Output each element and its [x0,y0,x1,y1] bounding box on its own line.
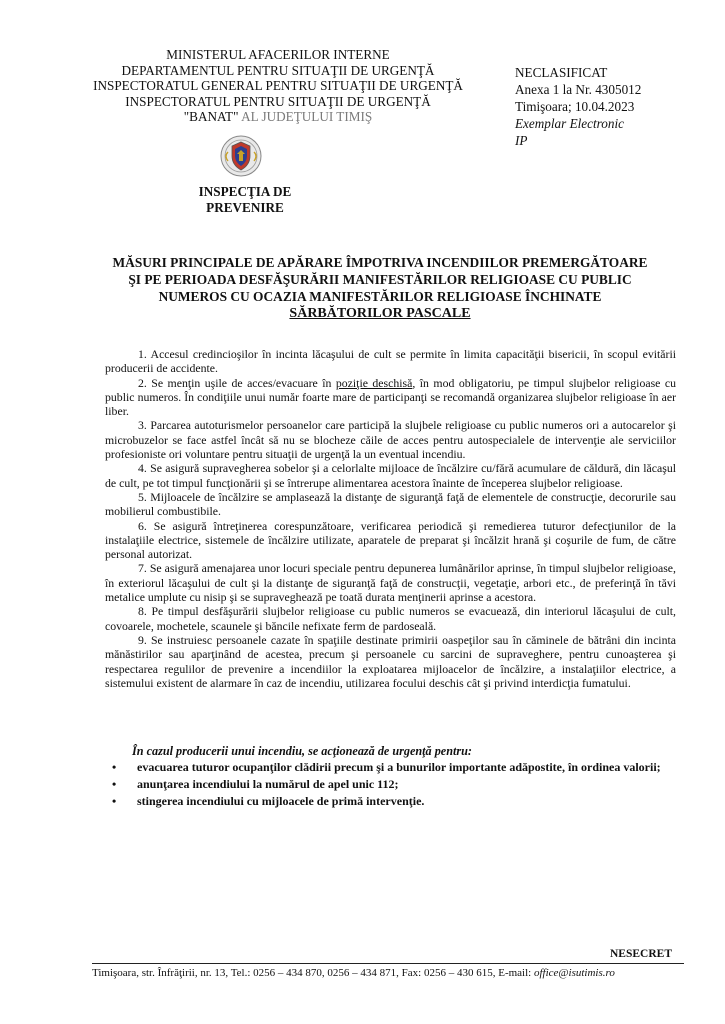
measure-2-underlined: poziţie deschisă [335,375,413,390]
measure-9: 9. Se instruiesc persoanele cazate în spaţiile destinate primirii oaspeţilor sau în căminele de bătrâni din incinta mănăstirilor sau aparţinând de acestea, precum şi persoanele cu sarcini de supraveghere, pentru cunoaşterea şi respectarea regulilor de prevenire a incendiilor la exploatarea mijloacelor de încălzire, a instalaţiilor electrice, a sistemului existent de alarmare în caz de incendiu, utilizarea focului deschis cât şi privind interdicţia fumatului. [105,632,676,690]
annex-number: Anexa 1 la Nr. 4305012 [515,82,642,97]
header-line-general-inspectorate: INSPECTORATUL GENERAL PENTRU SITUAŢII DE URGENŢĂ [93,78,463,94]
bullet-icon: • [112,794,117,808]
bullet-icon: • [112,777,117,791]
header-line-department: DEPARTAMENTUL PENTRU SITUAŢII DE URGENŢĂ [121,62,435,78]
ip-mark: IP [515,133,528,148]
inspection-unit: INSPECŢIA DE PREVENIRE [198,184,292,215]
fire-response-list [112,760,687,811]
footer-divider [92,963,684,964]
header-line-banat [88,109,468,125]
fire-response-text: anunţarea incendiului la numărul de apel unic 112; [137,777,399,791]
fire-response-item [112,794,687,809]
fire-response-intro: În cazul producerii unui incendiu, se acţionează de urgenţă pentru: [132,744,472,758]
county-name: AL JUDEŢULUI TIMIŞ [241,109,373,125]
measure-4: 4. Se asigură supravegherea sobelor şi a celorlalte mijloace de încălzire cu/fără acumulare de căldură, din lăcaşul de cult, pe tot timpul funcţionării şi se întrerupe alimentarea acestora înainte de începerea slujbelor religioase. [105,461,676,490]
measure-7: 7. Se asigură amenajarea unor locuri speciale pentru depunerea lumânărilor aprinse, în timpul slujbelor religioase, în exteriorul lăcaşului de cult şi la distanţe de siguranţă faţă de construcţii, vegetaţie, arbori etc., de preferinţă în tăvi metalice umplute cu nisip şi se supraveghează pe toată durata menţinerii aprinse a acestora. [105,561,676,605]
title-line: ŞI PE PERIOADA DESFĂŞURĂRII MANIFESTĂRILOR RELIGIOASE CU PUBLIC [128,272,632,287]
footer-address: Timişoara, str. Înfrăţirii, nr. 13, Tel.: 0256 – 434 870, 0256 – 434 871, Fax: 0256 – 430 615, E-mail: [92,967,534,979]
measure-1: 1. Accesul credincioşilor în incinta lăcaşului de cult se permite în limita capacităţii bisericii, în scopul evitării producerii de accidente. [105,347,676,376]
copy-type: Exemplar Electronic [515,116,625,131]
institution-header [88,47,468,125]
measure-2 [105,376,676,419]
measure-3: 3. Parcarea autoturismelor persoanelor care participă la slujbele religioase cu public numeros ori a autocarelor şi microbuzelor se face astfel încât să nu se blocheze căile de acces pentru autospecialele de intervenţie ale serviciilor profesioniste ori voluntare pentru situaţii de urgenţă la un eventual incendiu. [105,418,676,462]
fire-response-item [112,760,687,775]
header-line-ministry: MINISTERUL AFACERILOR INTERNE [166,47,390,62]
fire-response-item [112,777,687,792]
measure-8: 8. Pe timpul desfăşurării slujbelor religioase cu public numeros se evacuează, din interiorul lăcaşului de cult, covoarele, mochetele, scaunele şi băncile nefixate ferm de pardoseală. [105,604,676,633]
igsu-emblem-logo [219,134,263,178]
measure-5: 5. Mijloacele de încălzire se amplasează la distanţe de siguranţă faţă de elementele de construcţie, decorurile sau mobilierul combustibile. [105,489,676,519]
banat-name: "BANAT" [183,109,239,125]
measure-2-text-b: , în mod obligatoriu, pe timpul slujbelor religioase cu public numeros. În condiţiile unui număr foarte mare de participanţi se recomandă organizarea slujbelor religioase în aer liber. [105,375,676,419]
footer-email-link[interactable]: office@isutimis.ro [533,967,615,979]
title-line-underlined: SĂRBĂTORILOR PASCALE [289,306,471,321]
header-line-inspectorate: INSPECTORATUL PENTRU SITUAŢII DE URGENŢĂ [125,93,431,109]
footer-contact [92,967,692,979]
measure-6: 6. Se asigură întreţinerea corespunzătoare, verificarea periodică şi remedierea tuturor defecţiunilor de la instalaţiile electrice, sistemele de încălzire utilizate, aparatele de preparat şi încălzit hrană şi coşurile de fum, de către personal autorizat. [105,518,676,562]
footer-classification: NESECRET [610,948,672,960]
fire-response-text: stingerea incendiului cu mijloacele de primă intervenţie. [137,794,425,808]
measure-2-text-a: 2. Se menţin uşile de acces/evacuare în [138,375,336,390]
measures-list [105,347,676,690]
classification-label: NECLASIFICAT [515,65,608,80]
title-line: MĂSURI PRINCIPALE DE APĂRARE ÎMPOTRIVA INCENDIILOR PREMERGĂTOARE [112,255,648,270]
classification-block [515,64,715,149]
bullet-icon: • [112,760,117,774]
document-title [70,254,690,322]
title-line: NUMEROS CU OCAZIA MANIFESTĂRILOR RELIGIOASE ÎNCHINATE [158,289,602,304]
place-date: Timişoara; 10.04.2023 [515,99,635,114]
fire-response-text: evacuarea tuturor ocupanţilor clădirii precum şi a bunurilor importante adăpostite, în ordinea valorii; [137,760,661,774]
